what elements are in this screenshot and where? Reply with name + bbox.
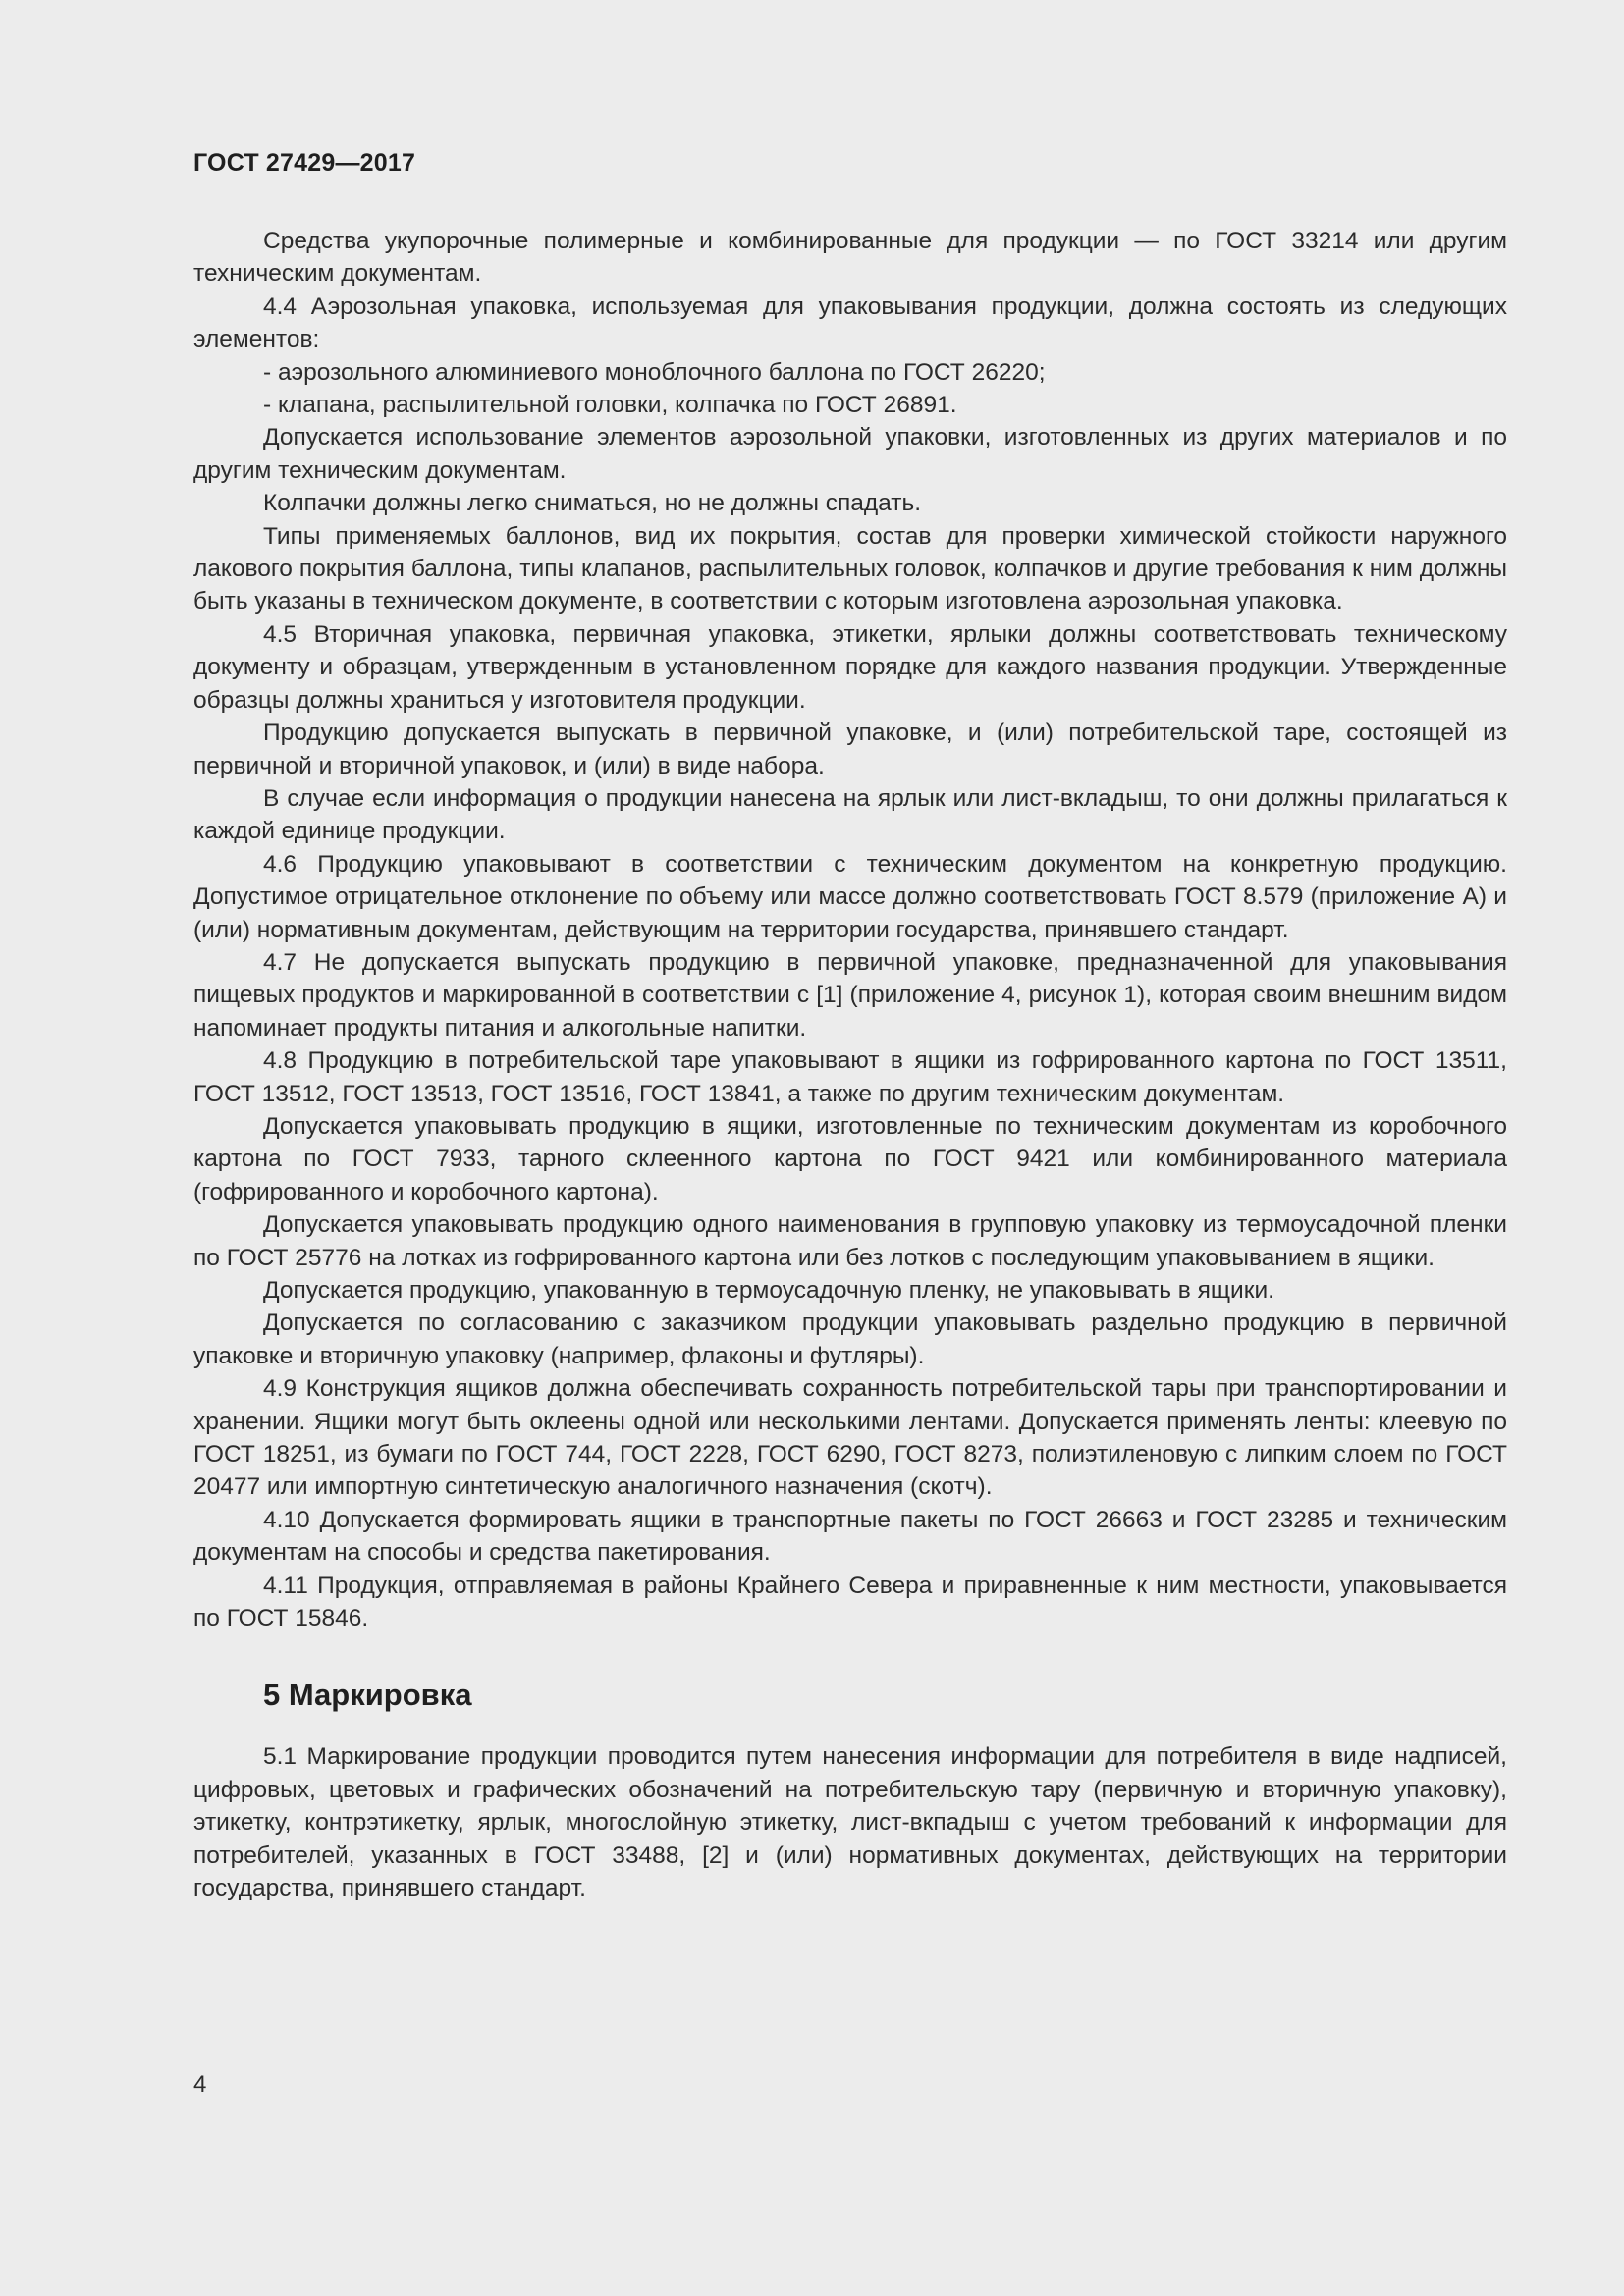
paragraph: Допускается по согласованию с заказчиком продукции упаковывать раздельно продукцию в первичной упаковке и вторичную упаковку (например, флаконы и футляры). bbox=[193, 1309, 1507, 1369]
paragraph: Допускается упаковывать продукцию в ящики, изготовленные по техническим документам из коробочного картона по ГОСТ 7933, тарного склеенного картона по ГОСТ 9421 или комбинированного материала (гофрированного и коробочного картона). bbox=[193, 1112, 1507, 1205]
paragraph: 4.8 Продукцию в потребительской таре упаковывают в ящики из гофрированного картона по ГОСТ 13511, ГОСТ 13512, ГОСТ 13513, ГОСТ 13516, ГОСТ 13841, а также по другим техническим документам. bbox=[193, 1047, 1507, 1107]
paragraph: 4.5 Вторичная упаковка, первичная упаковка, этикетки, ярлыки должны соответствовать техническому документу и образцам, утвержденным в установленном порядке для каждого названия продукции. Утвержденные образцы должны храниться у изготовителя продукции. bbox=[193, 620, 1507, 714]
paragraph: Средства укупорочные полимерные и комбинированные для продукции — по ГОСТ 33214 или другим техническим документам. bbox=[193, 228, 1507, 288]
paragraph: 4.6 Продукцию упаковывают в соответствии с техническим документом на конкретную продукцию. Допустимое отрицательное отклонение по объему или массе должно соответствовать ГОСТ 8.579 (приложение А) и (или) нормативным документам, действующим на территории государства, принявшего стандарт. bbox=[193, 850, 1507, 943]
page-number: 4 bbox=[193, 2071, 207, 2098]
document-header: ГОСТ 27429—2017 bbox=[193, 149, 416, 177]
paragraph: В случае если информация о продукции нанесена на ярлык или лист-вкладыш, то они должны прилагаться к каждой единице продукции. bbox=[193, 784, 1507, 845]
paragraph: 5.1 Маркирование продукции проводится путем нанесения информации для потребителя в виде надписей, цифровых, цветовых и графических обозначений на потребительскую тару (первичную и вторичную упаковку), этикетку, контрэтикетку, ярлык, многослойную этикетку, лист-вкпадыш с учетом требований к информации для потребителей, указанных в ГОСТ 33488, [2] и (или) нормативных документах, действующих на территории государства, принявшего стандарт. bbox=[193, 1743, 1507, 1902]
paragraph: Допускается упаковывать продукцию одного наименования в групповую упаковку из термоусадочной пленки по ГОСТ 25776 на лотках из гофрированного картона или без лотков с последующим упаковыванием в ящики. bbox=[193, 1211, 1507, 1271]
paragraph: 4.7 Не допускается выпускать продукцию в первичной упаковке, предназначенной для упаковывания пищевых продуктов и маркированной в соответствии с [1] (приложение 4, рисунок 1), которая своим внешним видом напоминает продукты питания и алкогольные напитки. bbox=[193, 948, 1507, 1041]
list-item: - клапана, распылительной головки, колпачка по ГОСТ 26891. bbox=[263, 392, 957, 419]
paragraph: Допускается продукцию, упакованную в термоусадочную пленку, не упаковывать в ящики. bbox=[263, 1277, 1274, 1304]
paragraph: 4.4 Аэрозольная упаковка, используемая для упаковывания продукции, должна состоять из следующих элементов: bbox=[193, 293, 1507, 353]
document-body bbox=[193, 225, 1507, 1905]
paragraph: Продукцию допускается выпускать в первичной упаковке, и (или) потребительской таре, состоящей из первичной и вторичной упаковок, и (или) в виде набора. bbox=[193, 720, 1507, 779]
section-heading: 5 Маркировка bbox=[263, 1678, 472, 1713]
paragraph: Колпачки должны легко сниматься, но не должны спадать. bbox=[263, 490, 922, 517]
paragraph: 4.10 Допускается формировать ящики в транспортные пакеты по ГОСТ 26663 и ГОСТ 23285 и техническим документам на способы и средства пакетирования. bbox=[193, 1506, 1507, 1567]
list-item: - аэрозольного алюминиевого моноблочного баллона по ГОСТ 26220; bbox=[263, 358, 1046, 386]
paragraph: Типы применяемых баллонов, вид их покрытия, состав для проверки химической стойкости наружного лакового покрытия баллона, типы клапанов, распылительных головок, колпачков и другие требования к ним должны быть указаны в техническом документе, в соответствии с которым изготовлена аэрозольная упаковка. bbox=[193, 522, 1507, 615]
paragraph: Допускается использование элементов аэрозольной упаковки, изготовленных из других материалов и по другим техническим документам. bbox=[193, 424, 1507, 484]
paragraph: 4.11 Продукция, отправляемая в районы Крайнего Севера и приравненные к ним местности, упаковывается по ГОСТ 15846. bbox=[193, 1572, 1507, 1632]
paragraph: 4.9 Конструкция ящиков должна обеспечивать сохранность потребительской тары при транспортировании и хранении. Ящики могут быть оклеены одной или несколькими лентами. Допускается применять ленты: клеевую по ГОСТ 18251, из бумаги по ГОСТ 744, ГОСТ 2228, ГОСТ 6290, ГОСТ 8273, полиэтиленовую с липким слоем по ГОСТ 20477 или импортную синтетическую аналогичного назначения (скотч). bbox=[193, 1375, 1507, 1501]
